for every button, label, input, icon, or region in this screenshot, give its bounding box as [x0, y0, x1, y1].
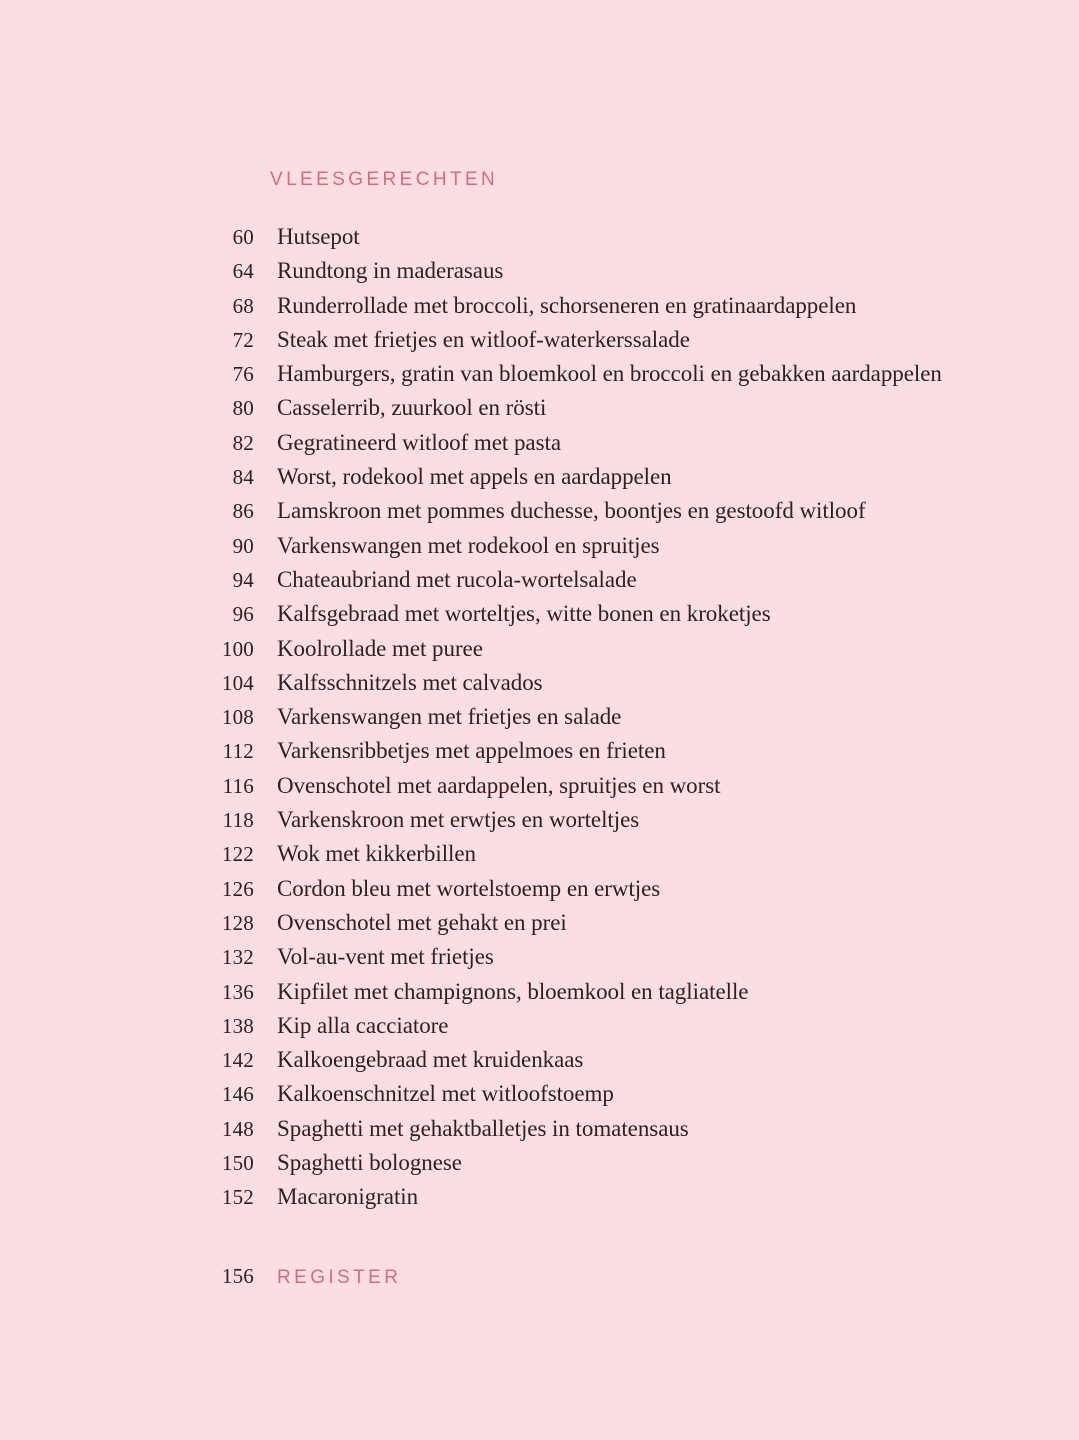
- toc-entry-page-number: 116: [222, 773, 254, 798]
- toc-entry-page-number: 84: [232, 465, 254, 490]
- toc-entry-title[interactable]: Varkenswangen met rodekool en spruitjes: [277, 532, 660, 558]
- toc-entry[interactable]: [208, 734, 1008, 768]
- toc-entry-title[interactable]: Steak met frietjes en witloof-waterkerssalade: [277, 326, 690, 352]
- toc-entry[interactable]: [208, 837, 1008, 871]
- toc-entry-title[interactable]: Wok met kikkerbillen: [277, 841, 476, 867]
- toc-entry[interactable]: [208, 426, 1008, 460]
- toc-entry-page-number: 118: [222, 808, 254, 833]
- toc-entry-title[interactable]: Lamskroon met pommes duchesse, boontjes en gestoofd witloof: [277, 498, 866, 524]
- toc-entry-page-number: 138: [221, 1013, 254, 1038]
- toc-entry-title[interactable]: Macaronigratin: [277, 1184, 419, 1210]
- toc-entry-list: [208, 220, 1008, 1215]
- toc-entry[interactable]: [208, 906, 1008, 940]
- toc-entry[interactable]: [208, 254, 1008, 288]
- toc-entry[interactable]: [208, 940, 1008, 974]
- toc-entry-title[interactable]: Cordon bleu met wortelstoemp en erwtjes: [277, 875, 661, 901]
- toc-entry-title[interactable]: Vol-au-vent met frietjes: [277, 944, 494, 970]
- toc-entry-title[interactable]: Kalkoenschnitzel met witloofstoemp: [277, 1081, 614, 1107]
- toc-entry-title[interactable]: Gegratineerd witloof met pasta: [277, 429, 561, 455]
- toc-entry-title[interactable]: Varkenskroon met erwtjes en worteltjes: [277, 807, 640, 833]
- toc-entry-page-number: 76: [232, 362, 254, 387]
- toc-entry[interactable]: [208, 1009, 1008, 1043]
- toc-entry-page-number: 122: [221, 842, 254, 867]
- toc-entry[interactable]: [208, 597, 1008, 631]
- toc-entry-title[interactable]: Kalfsgebraad met worteltjes, witte bonen en kroketjes: [277, 601, 771, 627]
- toc-entry[interactable]: [208, 700, 1008, 734]
- toc-entry-page-number: 132: [221, 945, 254, 970]
- toc-entry-page-number: 100: [221, 636, 254, 661]
- toc-entry-title[interactable]: Rundtong in maderasaus: [277, 258, 504, 284]
- toc-entry-title[interactable]: Varkensribbetjes met appelmoes en frieten: [277, 738, 666, 764]
- toc-entry[interactable]: [208, 666, 1008, 700]
- toc-entry-page-number: 146: [221, 1082, 254, 1107]
- section-heading-vleesgerechten: VLEESGERECHTEN: [270, 169, 499, 190]
- toc-entry-title[interactable]: Casselerrib, zuurkool en rösti: [277, 395, 547, 421]
- toc-entry-title[interactable]: Kip alla cacciatore: [277, 1012, 449, 1038]
- toc-entry-title[interactable]: Runderrollade met broccoli, schorseneren en gratinaardappelen: [277, 292, 857, 318]
- toc-entry-page-number: 80: [232, 396, 254, 421]
- toc-entry-title[interactable]: Kalkoengebraad met kruidenkaas: [277, 1047, 584, 1073]
- toc-entry-title[interactable]: Varkenswangen met frietjes en salade: [277, 704, 622, 730]
- toc-entry[interactable]: [208, 632, 1008, 666]
- toc-entry-title[interactable]: Kipfilet met champignons, bloemkool en tagliatelle: [277, 978, 749, 1004]
- toc-entry[interactable]: [208, 357, 1008, 391]
- toc-entry[interactable]: [208, 529, 1008, 563]
- toc-entry-title[interactable]: Koolrollade met puree: [277, 635, 483, 661]
- toc-entry[interactable]: [208, 803, 1008, 837]
- toc-entry-title[interactable]: Ovenschotel met gehakt en prei: [277, 909, 567, 935]
- toc-entry-title[interactable]: Ovenschotel met aardappelen, spruitjes en worst: [277, 772, 721, 798]
- toc-entry[interactable]: [208, 460, 1008, 494]
- toc-entry-title[interactable]: Kalfsschnitzels met calvados: [277, 669, 543, 695]
- toc-entry-page-number: 136: [221, 979, 254, 1004]
- toc-footer-row[interactable]: [208, 1259, 1008, 1293]
- toc-entry[interactable]: [208, 975, 1008, 1009]
- toc-content: [208, 168, 1008, 1293]
- toc-entry-page-number: 64: [232, 259, 254, 284]
- toc-entry[interactable]: [208, 1146, 1008, 1180]
- toc-entry-page-number: 82: [232, 430, 254, 455]
- toc-entry-page-number: 68: [232, 293, 254, 318]
- toc-entry[interactable]: [208, 494, 1008, 528]
- toc-entry[interactable]: [208, 391, 1008, 425]
- toc-entry-title[interactable]: Spaghetti met gehaktballetjes in tomatensaus: [277, 1115, 689, 1141]
- toc-footer-page-number: 156: [221, 1263, 254, 1288]
- toc-entry[interactable]: [208, 1077, 1008, 1111]
- toc-entry[interactable]: [208, 872, 1008, 906]
- toc-entry-page-number: 128: [221, 910, 254, 935]
- toc-entry-page-number: 148: [221, 1116, 254, 1141]
- toc-entry[interactable]: [208, 220, 1008, 254]
- toc-entry-page-number: 60: [232, 225, 254, 249]
- toc-entry-page-number: 112: [222, 739, 254, 764]
- toc-entry-title[interactable]: Hamburgers, gratin van bloemkool en broccoli en gebakken aardappelen: [277, 361, 942, 387]
- toc-entry-page-number: 142: [221, 1048, 254, 1073]
- toc-entry-page-number: 104: [221, 670, 254, 695]
- toc-entry-page-number: 90: [232, 533, 254, 558]
- toc-entry-title[interactable]: Chateaubriand met rucola-wortelsalade: [277, 566, 637, 592]
- toc-entry-page-number: 86: [232, 499, 254, 524]
- toc-entry-title[interactable]: Spaghetti bolognese: [277, 1150, 462, 1176]
- toc-entry[interactable]: [208, 1112, 1008, 1146]
- toc-entry[interactable]: [208, 1180, 1008, 1214]
- toc-entry-title[interactable]: Hutsepot: [277, 224, 360, 249]
- toc-entry-page-number: 96: [232, 602, 254, 627]
- toc-entry-page-number: 150: [221, 1151, 254, 1176]
- toc-entry-page-number: 72: [232, 327, 254, 352]
- toc-entry[interactable]: [208, 1043, 1008, 1077]
- toc-footer-label-register[interactable]: REGISTER: [277, 1266, 402, 1288]
- toc-entry[interactable]: [208, 289, 1008, 323]
- toc-entry[interactable]: [208, 563, 1008, 597]
- toc-entry-page-number: 108: [221, 705, 254, 730]
- toc-entry-page-number: 126: [221, 876, 254, 901]
- toc-entry[interactable]: [208, 323, 1008, 357]
- toc-entry-page-number: 94: [232, 567, 254, 592]
- toc-entry-page-number: 152: [221, 1185, 254, 1210]
- toc-entry[interactable]: [208, 769, 1008, 803]
- toc-entry-title[interactable]: Worst, rodekool met appels en aardappelen: [277, 464, 672, 490]
